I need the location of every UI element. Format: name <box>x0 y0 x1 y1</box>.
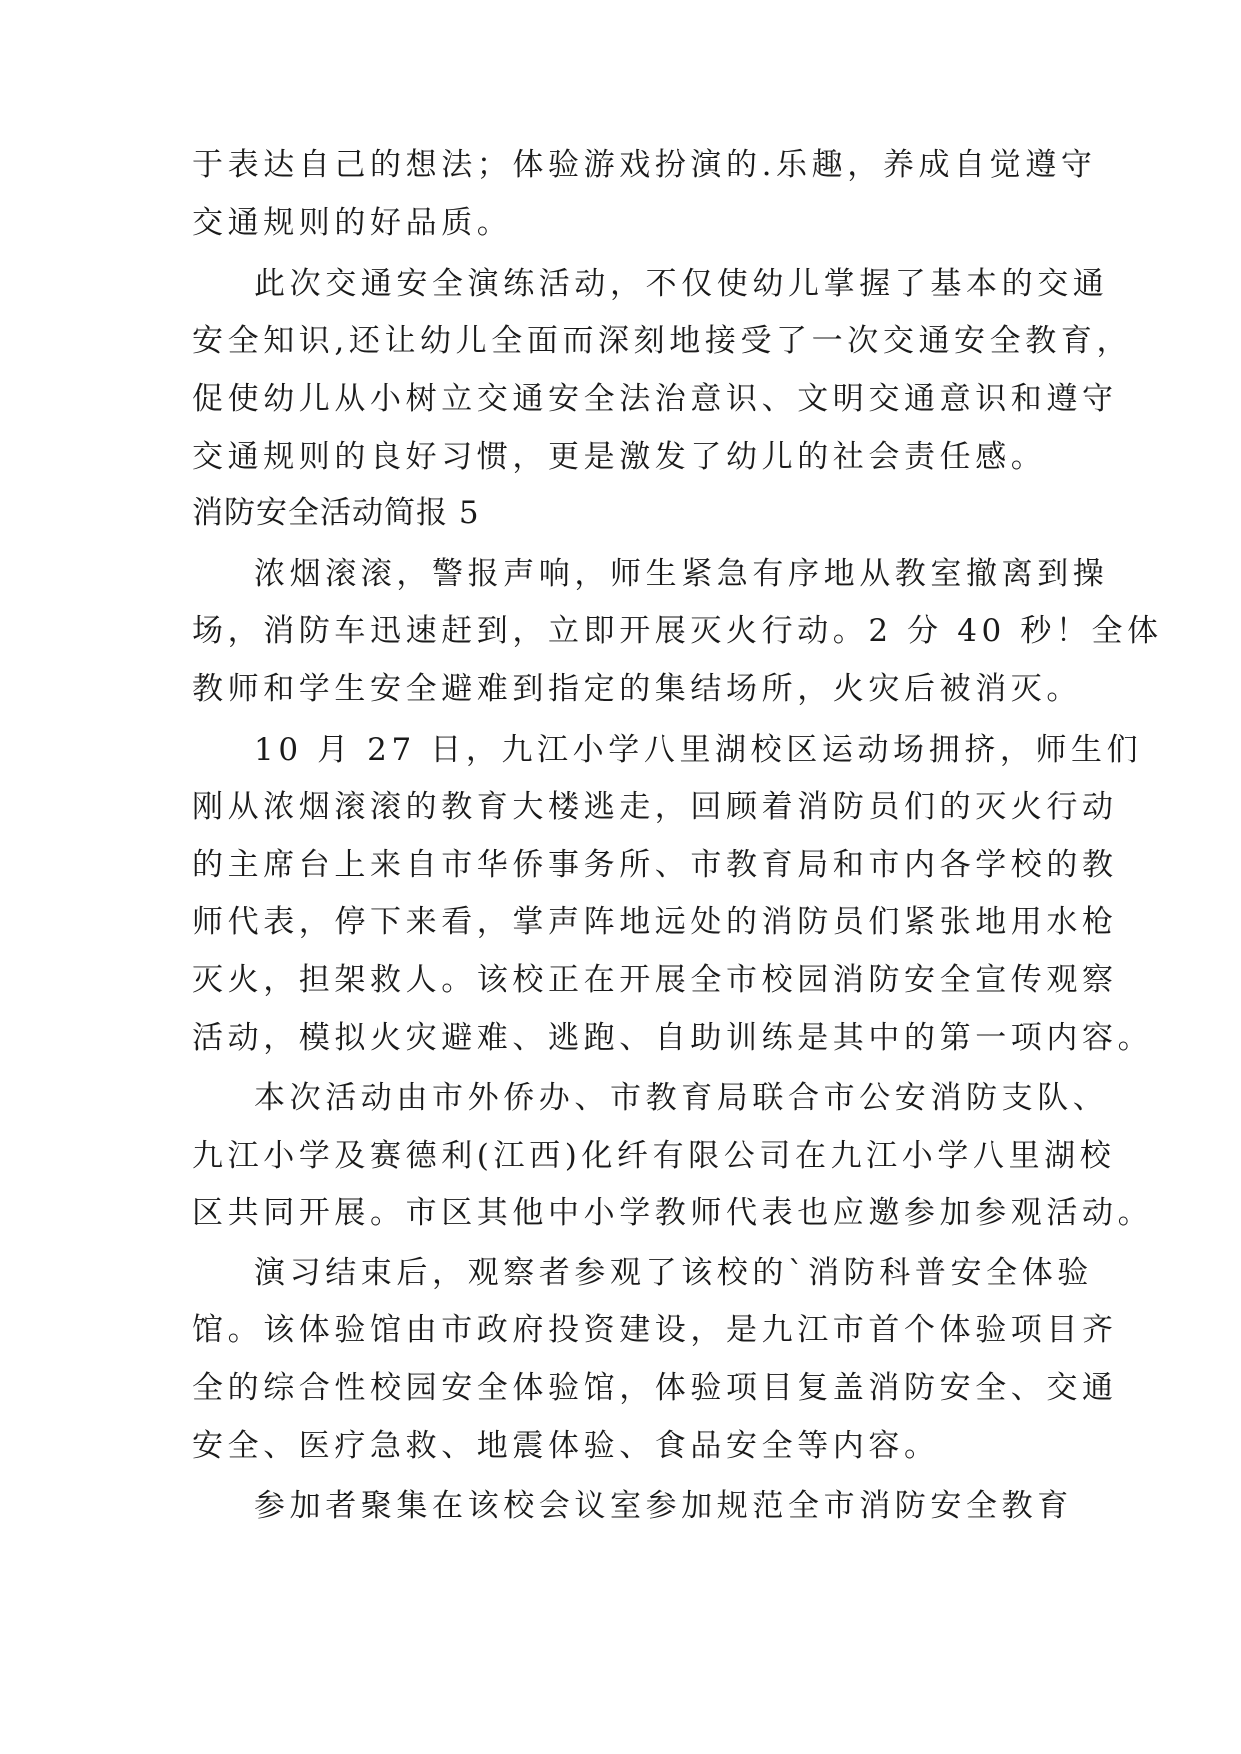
text-line: 安全、医疗急救、地震体验、食品安全等内容。 <box>192 1428 940 1464</box>
text-line: 区共同开展。市区其他中小学教师代表也应邀参加参观活动。 <box>192 1195 1154 1231</box>
text-line: 全的综合性校园安全体验馆，体验项目复盖消防安全、交通 <box>192 1370 1118 1406</box>
text-line: 场，消防车迅速赶到，立即开展灭火行动。2 分 40 秒！全体 <box>192 613 1163 649</box>
text-line: 演习结束后，观察者参观了该校的`消防科普安全体验 <box>254 1255 1093 1291</box>
text-line: 此次交通安全演练活动，不仅使幼儿掌握了基本的交通 <box>254 266 1109 302</box>
text-line: 促使幼儿从小树立交通安全法治意识、文明交通意识和遵守 <box>192 381 1118 417</box>
text-line: 师代表，停下来看，掌声阵地远处的消防员们紧张地用水枪 <box>192 904 1118 940</box>
text-line: 于表达自己的想法；体验游戏扮演的.乐趣，养成自觉遵守 <box>192 147 1097 183</box>
text-line: 安全知识,还让幼儿全面而深刻地接受了一次交通安全教育， <box>192 323 1133 359</box>
text-line: 交通规则的良好习惯，更是激发了幼儿的社会责任感。 <box>192 439 1047 475</box>
text-line: 馆。该体验馆由市政府投资建设，是九江市首个体验项目齐 <box>192 1312 1118 1348</box>
text-line: 10 月 27 日，九江小学八里湖校区运动场拥挤，师生们 <box>254 732 1143 768</box>
text-line: 本次活动由市外侨办、市教育局联合市公安消防支队、 <box>254 1080 1109 1116</box>
text-line: 浓烟滚滚，警报声响，师生紧急有序地从教室撤离到操 <box>254 556 1109 592</box>
text-line: 的主席台上来自市华侨事务所、市教育局和市内各学校的教 <box>192 847 1118 883</box>
text-line: 九江小学及赛德利(江西)化纤有限公司在九江小学八里湖校 <box>192 1138 1116 1174</box>
section-heading: 消防安全活动简报 5 <box>192 495 480 531</box>
text-line: 活动，模拟火灾避难、逃跑、自助训练是其中的第一项内容。 <box>192 1020 1154 1056</box>
text-line: 灭火，担架救人。该校正在开展全市校园消防安全宣传观察 <box>192 962 1118 998</box>
text-line: 参加者聚集在该校会议室参加规范全市消防安全教育 <box>254 1488 1073 1524</box>
text-line: 教师和学生安全避难到指定的集结场所，火灾后被消灭。 <box>192 671 1082 707</box>
text-line: 刚从浓烟滚滚的教育大楼逃走，回顾着消防员们的灭火行动 <box>192 789 1118 825</box>
text-line: 交通规则的好品质。 <box>192 205 513 241</box>
